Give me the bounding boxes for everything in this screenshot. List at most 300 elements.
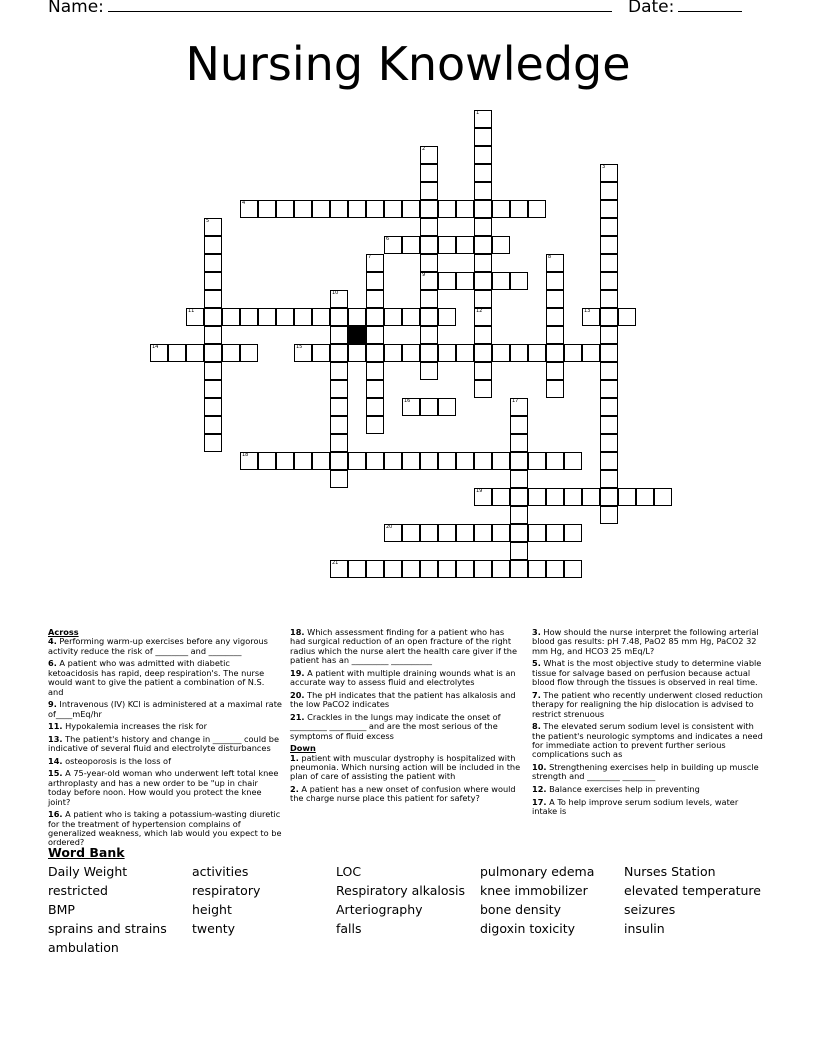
clue-number: 4. xyxy=(48,636,57,647)
grid-clue-number: 14 xyxy=(152,344,159,350)
grid-cell[interactable] xyxy=(438,344,456,362)
grid-cell[interactable] xyxy=(564,452,582,470)
grid-cell[interactable] xyxy=(312,452,330,470)
word-bank-column xyxy=(192,862,260,938)
grid-cell[interactable] xyxy=(528,344,546,362)
clue-number: 3. xyxy=(532,627,541,637)
clue-item xyxy=(48,769,282,807)
grid-cell[interactable] xyxy=(492,236,510,254)
clue-text: A patient has a new onset of confusion where would the charge nurse place this patient for safety? xyxy=(290,784,516,804)
grid-cell[interactable] xyxy=(474,380,492,398)
page-title: Nursing Knowledge xyxy=(185,37,631,91)
grid-cell[interactable] xyxy=(600,380,618,398)
grid-cell[interactable] xyxy=(240,344,258,362)
grid-cell[interactable] xyxy=(276,200,294,218)
grid-cell[interactable] xyxy=(510,488,528,506)
grid-cell[interactable] xyxy=(474,200,492,218)
grid-cell[interactable] xyxy=(456,200,474,218)
grid-cell[interactable] xyxy=(564,524,582,542)
grid-cell[interactable] xyxy=(474,308,492,326)
clue-item xyxy=(532,798,764,817)
grid-cell[interactable] xyxy=(420,254,438,272)
word-bank-column xyxy=(48,862,167,957)
grid-cell[interactable] xyxy=(420,218,438,236)
grid-clue-number: 21 xyxy=(332,560,339,566)
grid-cell[interactable] xyxy=(204,380,222,398)
grid-cell[interactable] xyxy=(366,290,384,308)
grid-cell[interactable] xyxy=(618,488,636,506)
word-bank-item: Respiratory alkalosis xyxy=(336,883,466,898)
grid-cell[interactable] xyxy=(420,344,438,362)
grid-cell[interactable] xyxy=(384,452,402,470)
grid-clue-number: 4 xyxy=(242,200,246,206)
clue-item xyxy=(48,722,282,731)
word-bank-title: Word Bank xyxy=(48,845,125,860)
word-bank-item: LOC xyxy=(336,864,362,879)
grid-cell[interactable] xyxy=(492,524,510,542)
clue-text: Which assessment finding for a patient who has had surgical reduction of an open fracture of the right radius which the nurse alert the health care giver if the patient has an _________ __________ xyxy=(290,627,517,666)
grid-cell[interactable] xyxy=(384,308,402,326)
clue-text: The pH indicates that the patient has alkalosis and the low PaCO2 indicates xyxy=(290,689,516,710)
clue-item xyxy=(48,700,282,719)
grid-cell[interactable] xyxy=(294,344,312,362)
clue-item xyxy=(48,637,282,656)
grid-cell[interactable] xyxy=(330,470,348,488)
grid-cell[interactable] xyxy=(438,452,456,470)
grid-cell[interactable] xyxy=(420,236,438,254)
grid-cell[interactable] xyxy=(204,398,222,416)
grid-cell[interactable] xyxy=(330,344,348,362)
grid-cell[interactable] xyxy=(258,452,276,470)
grid-cell[interactable] xyxy=(420,164,438,182)
grid-cell[interactable] xyxy=(420,182,438,200)
grid-cell[interactable] xyxy=(492,560,510,578)
clue-number: 2. xyxy=(290,784,299,795)
grid-cell[interactable] xyxy=(600,200,618,218)
grid-cell[interactable] xyxy=(546,488,564,506)
grid-cell[interactable] xyxy=(330,452,348,470)
grid-cell[interactable] xyxy=(600,506,618,524)
clue-number: 14. xyxy=(48,755,63,766)
clue-text: osteoporosis is the loss of xyxy=(62,755,171,766)
grid-cell[interactable] xyxy=(186,308,204,326)
grid-cell[interactable] xyxy=(456,272,474,290)
grid-cell[interactable] xyxy=(600,236,618,254)
grid-cell[interactable] xyxy=(420,560,438,578)
grid-cell[interactable] xyxy=(294,200,312,218)
grid-cell[interactable] xyxy=(600,434,618,452)
word-bank-item: activities xyxy=(192,864,249,879)
grid-cell[interactable] xyxy=(204,326,222,344)
word-bank-item: pulmonary edema xyxy=(480,864,595,879)
grid-cell[interactable] xyxy=(258,200,276,218)
grid-clue-number: 2 xyxy=(422,146,426,152)
clue-item xyxy=(532,722,764,760)
grid-clue-number: 19 xyxy=(476,488,483,494)
grid-cell[interactable] xyxy=(420,326,438,344)
grid-cell[interactable] xyxy=(402,452,420,470)
grid-cell[interactable] xyxy=(294,308,312,326)
grid-cell[interactable] xyxy=(600,398,618,416)
word-bank-item: respiratory xyxy=(192,883,261,898)
clues-column-1 xyxy=(48,628,282,851)
grid-cell[interactable] xyxy=(510,560,528,578)
grid-cell[interactable] xyxy=(402,560,420,578)
grid-cell[interactable] xyxy=(582,344,600,362)
grid-cell[interactable] xyxy=(456,524,474,542)
grid-cell[interactable] xyxy=(312,200,330,218)
grid-cell[interactable] xyxy=(546,560,564,578)
grid-clue-number: 6 xyxy=(386,236,390,242)
grid-cell[interactable] xyxy=(474,254,492,272)
grid-cell[interactable] xyxy=(564,560,582,578)
grid-cell[interactable] xyxy=(402,524,420,542)
grid-cell[interactable] xyxy=(510,416,528,434)
grid-cell[interactable] xyxy=(204,236,222,254)
name-label: Name: xyxy=(48,0,104,17)
grid-clue-number: 13 xyxy=(584,308,591,314)
clue-item xyxy=(532,763,764,782)
clue-text: The elevated serum sodium level is consistent with the patient's neurologic symptoms and indicates a need for immediate action to prevent further serious complications such as xyxy=(532,721,763,760)
grid-cell[interactable] xyxy=(456,344,474,362)
grid-cell[interactable] xyxy=(402,398,420,416)
grid-cell[interactable] xyxy=(420,398,438,416)
grid-cell[interactable] xyxy=(330,398,348,416)
grid-cell[interactable] xyxy=(546,362,564,380)
grid-cell[interactable] xyxy=(348,560,366,578)
clue-number: 19. xyxy=(290,667,305,678)
grid-cell[interactable] xyxy=(474,272,492,290)
grid-cell[interactable] xyxy=(600,308,618,326)
grid-cell[interactable] xyxy=(222,308,240,326)
clue-text: Strengthening exercises help in building up muscle strength and ________ ________ xyxy=(532,762,759,782)
word-bank-item: knee immobilizer xyxy=(480,883,588,898)
grid-cell[interactable] xyxy=(402,200,420,218)
grid-cell[interactable] xyxy=(546,308,564,326)
grid-cell[interactable] xyxy=(636,488,654,506)
grid-cell[interactable] xyxy=(474,128,492,146)
grid-cell[interactable] xyxy=(330,290,348,308)
word-bank-item: digoxin toxicity xyxy=(480,921,576,936)
grid-cell[interactable] xyxy=(546,452,564,470)
clue-item xyxy=(290,785,522,804)
grid-cell[interactable] xyxy=(600,470,618,488)
clue-text: Intravenous (IV) KCl is administered at a maximal rate of____mEq/hr xyxy=(48,699,282,719)
grid-cell[interactable] xyxy=(366,560,384,578)
grid-cell[interactable] xyxy=(402,236,420,254)
grid-cell[interactable] xyxy=(474,344,492,362)
grid-cell[interactable] xyxy=(348,452,366,470)
grid-cell[interactable] xyxy=(438,398,456,416)
grid-cell[interactable] xyxy=(510,542,528,560)
grid-cell[interactable] xyxy=(420,200,438,218)
grid-cell[interactable] xyxy=(384,524,402,542)
grid-cell[interactable] xyxy=(474,560,492,578)
word-bank-item: falls xyxy=(336,921,362,936)
clue-number: 20. xyxy=(290,689,305,700)
grid-cell[interactable] xyxy=(528,560,546,578)
clue-item xyxy=(290,628,522,666)
grid-cell[interactable] xyxy=(474,182,492,200)
word-bank-item: seizures xyxy=(624,902,676,917)
grid-cell[interactable] xyxy=(528,452,546,470)
word-bank-item: elevated temperature xyxy=(624,883,761,898)
grid-cell[interactable] xyxy=(294,452,312,470)
grid-cell[interactable] xyxy=(564,344,582,362)
grid-cell[interactable] xyxy=(438,236,456,254)
word-bank-item: height xyxy=(192,902,232,917)
grid-cell[interactable] xyxy=(312,344,330,362)
grid-cell[interactable] xyxy=(420,290,438,308)
grid-cell[interactable] xyxy=(546,524,564,542)
grid-cell[interactable] xyxy=(330,380,348,398)
grid-clue-number: 7 xyxy=(368,254,372,260)
grid-cell[interactable] xyxy=(438,308,456,326)
grid-cell[interactable] xyxy=(546,326,564,344)
grid-cell[interactable] xyxy=(600,416,618,434)
grid-cell[interactable] xyxy=(438,560,456,578)
grid-cell[interactable] xyxy=(330,308,348,326)
grid-cell[interactable] xyxy=(474,452,492,470)
grid-clue-number: 12 xyxy=(476,308,483,314)
grid-clue-number: 3 xyxy=(602,164,606,170)
grid-cell[interactable] xyxy=(600,488,618,506)
grid-cell[interactable] xyxy=(528,524,546,542)
grid-cell[interactable] xyxy=(222,344,240,362)
grid-cell[interactable] xyxy=(474,236,492,254)
clue-item xyxy=(48,757,282,766)
grid-cell[interactable] xyxy=(420,308,438,326)
grid-cell[interactable] xyxy=(366,398,384,416)
grid-cell[interactable] xyxy=(204,344,222,362)
word-bank-item: twenty xyxy=(192,921,236,936)
grid-cell[interactable] xyxy=(186,344,204,362)
clue-text: How should the nurse interpret the following arterial blood gas results: pH 7.48, PaO2 85 mm Hg, PaCO2 32 mm Hg, and HCO3 25 mEq/L? xyxy=(532,627,759,656)
grid-cell[interactable] xyxy=(510,398,528,416)
clue-number: 16. xyxy=(48,809,63,820)
grid-cell[interactable] xyxy=(510,524,528,542)
clue-item xyxy=(532,785,764,794)
grid-cell[interactable] xyxy=(366,200,384,218)
grid-cell[interactable] xyxy=(474,290,492,308)
grid-cell[interactable] xyxy=(600,254,618,272)
grid-cell[interactable] xyxy=(600,452,618,470)
grid-cell[interactable] xyxy=(366,362,384,380)
grid-cell[interactable] xyxy=(330,416,348,434)
clue-text: The patient who recently underwent closed reduction therapy for realigning the hip dislocation is advised to restrict strenuous xyxy=(532,689,763,719)
grid-cell[interactable] xyxy=(528,488,546,506)
grid-cell[interactable] xyxy=(366,416,384,434)
grid-cell[interactable] xyxy=(546,290,564,308)
clue-number: 8. xyxy=(532,721,541,732)
grid-cell[interactable] xyxy=(456,452,474,470)
grid-cell[interactable] xyxy=(240,200,258,218)
grid-cell[interactable] xyxy=(600,182,618,200)
grid-cell[interactable] xyxy=(420,452,438,470)
grid-cell[interactable] xyxy=(546,254,564,272)
word-bank-item: Daily Weight xyxy=(48,864,128,879)
grid-cell[interactable] xyxy=(384,344,402,362)
grid-cell[interactable] xyxy=(546,272,564,290)
grid-clue-number: 16 xyxy=(404,398,411,404)
clue-text: A patient with multiple draining wounds what is an accurate way to assess fluid and electrolytes xyxy=(290,667,516,688)
down-heading: Down xyxy=(290,743,316,754)
grid-clue-number: 8 xyxy=(548,254,552,260)
clue-number: 7. xyxy=(532,689,541,700)
clue-text: A patient who is taking a potassium-wasting diuretic for the treatment of hypertension complains of generalized weakness, which lab would you expect to be ordered? xyxy=(48,809,282,848)
grid-cell[interactable] xyxy=(582,308,600,326)
clue-number: 5. xyxy=(532,658,541,669)
grid-cell[interactable] xyxy=(366,254,384,272)
clue-number: 13. xyxy=(48,733,63,744)
grid-cell[interactable] xyxy=(528,200,546,218)
grid-cell[interactable] xyxy=(420,146,438,164)
grid-cell[interactable] xyxy=(510,434,528,452)
grid-cell[interactable] xyxy=(366,308,384,326)
grid-cell[interactable] xyxy=(348,200,366,218)
grid-clue-number: 17 xyxy=(512,398,519,404)
grid-cell[interactable] xyxy=(384,200,402,218)
grid-cell[interactable] xyxy=(510,200,528,218)
grid-cell[interactable] xyxy=(492,452,510,470)
grid-cell[interactable] xyxy=(600,326,618,344)
grid-clue-number: 20 xyxy=(386,524,393,530)
grid-cell[interactable] xyxy=(204,416,222,434)
grid-cell[interactable] xyxy=(600,362,618,380)
grid-cell[interactable] xyxy=(366,380,384,398)
word-bank-column xyxy=(480,862,594,938)
grid-cell[interactable] xyxy=(420,272,438,290)
grid-cell[interactable] xyxy=(240,308,258,326)
grid-cell[interactable] xyxy=(420,524,438,542)
grid-cell[interactable] xyxy=(510,344,528,362)
grid-cell[interactable] xyxy=(600,164,618,182)
grid-cell[interactable] xyxy=(564,488,582,506)
grid-cell[interactable] xyxy=(654,488,672,506)
grid-cell[interactable] xyxy=(168,344,186,362)
grid-cell[interactable] xyxy=(510,506,528,524)
grid-cell[interactable] xyxy=(258,308,276,326)
grid-cell[interactable] xyxy=(492,200,510,218)
grid-cell[interactable] xyxy=(384,560,402,578)
across-heading: Across xyxy=(48,627,79,637)
grid-cell[interactable] xyxy=(276,452,294,470)
grid-cell[interactable] xyxy=(600,272,618,290)
grid-cell[interactable] xyxy=(492,344,510,362)
grid-cell[interactable] xyxy=(204,272,222,290)
word-bank-item: restricted xyxy=(48,883,108,898)
clue-item xyxy=(290,669,522,688)
grid-cell[interactable] xyxy=(366,326,384,344)
grid-cell[interactable] xyxy=(384,236,402,254)
clue-item xyxy=(532,628,764,656)
grid-cell[interactable] xyxy=(402,344,420,362)
grid-cell[interactable] xyxy=(348,344,366,362)
grid-cell[interactable] xyxy=(456,560,474,578)
grid-cell[interactable] xyxy=(600,290,618,308)
word-bank-item: Arteriography xyxy=(336,902,423,917)
grid-cell[interactable] xyxy=(474,110,492,128)
grid-cell[interactable] xyxy=(366,272,384,290)
grid-cell[interactable] xyxy=(474,488,492,506)
clue-number: 17. xyxy=(532,796,547,807)
clue-text: Balance exercises help in preventing xyxy=(546,784,700,795)
clue-number: 9. xyxy=(48,699,57,710)
word-bank-item: bone density xyxy=(480,902,561,917)
grid-cell[interactable] xyxy=(330,326,348,344)
grid-cell[interactable] xyxy=(438,272,456,290)
clue-item xyxy=(48,659,282,697)
word-bank-item: sprains and strains xyxy=(48,921,167,936)
grid-cell[interactable] xyxy=(600,218,618,236)
grid-cell[interactable] xyxy=(510,272,528,290)
grid-cell[interactable] xyxy=(330,560,348,578)
grid-cell[interactable] xyxy=(240,452,258,470)
clue-item xyxy=(532,659,764,687)
date-label: Date: xyxy=(628,0,675,17)
grid-cell[interactable] xyxy=(330,200,348,218)
grid-clue-number: 1 xyxy=(476,110,480,116)
clue-text: A To help improve serum sodium levels, water intake is xyxy=(532,796,739,817)
clue-text: A patient who was admitted with diabetic ketoacidosis has rapid, deep respiration's. The nurse would want to give the patient a combination of N.S. and xyxy=(48,658,265,697)
grid-cell[interactable] xyxy=(150,344,168,362)
grid-cell[interactable] xyxy=(366,452,384,470)
grid-cell[interactable] xyxy=(204,362,222,380)
grid-cell[interactable] xyxy=(438,524,456,542)
word-bank-item: BMP xyxy=(48,902,75,917)
grid-cell[interactable] xyxy=(492,488,510,506)
clue-text: Hypokalemia increases the risk for xyxy=(62,721,208,732)
clue-number: 10. xyxy=(532,762,547,773)
grid-cell[interactable] xyxy=(312,308,330,326)
grid-cell[interactable] xyxy=(474,362,492,380)
grid-cell[interactable] xyxy=(204,254,222,272)
grid-cell[interactable] xyxy=(420,362,438,380)
grid-cell[interactable] xyxy=(330,434,348,452)
grid-cell[interactable] xyxy=(546,344,564,362)
grid-cell[interactable] xyxy=(438,200,456,218)
grid-cell[interactable] xyxy=(510,452,528,470)
clue-number: 15. xyxy=(48,768,63,779)
grid-cell[interactable] xyxy=(474,218,492,236)
grid-cell[interactable] xyxy=(204,308,222,326)
grid-cell[interactable] xyxy=(600,344,618,362)
clue-text: The patient's history and change in _______ could be indicative of several fluid and electrolyte disturbances xyxy=(48,733,280,754)
grid-cell[interactable] xyxy=(456,236,474,254)
grid-cell[interactable] xyxy=(474,146,492,164)
grid-cell[interactable] xyxy=(330,362,348,380)
grid-cell[interactable] xyxy=(204,218,222,236)
clue-item xyxy=(532,691,764,719)
grid-cell[interactable] xyxy=(204,434,222,452)
grid-clue-number: 11 xyxy=(188,308,195,314)
grid-cell[interactable] xyxy=(618,308,636,326)
grid-cell[interactable] xyxy=(402,308,420,326)
grid-cell[interactable] xyxy=(474,326,492,344)
grid-cell[interactable] xyxy=(474,524,492,542)
grid-cell[interactable] xyxy=(204,290,222,308)
grid-cell[interactable] xyxy=(582,488,600,506)
grid-cell[interactable] xyxy=(366,344,384,362)
grid-cell[interactable] xyxy=(348,308,366,326)
grid-cell[interactable] xyxy=(546,380,564,398)
grid-cell[interactable] xyxy=(474,164,492,182)
grid-cell[interactable] xyxy=(510,470,528,488)
clue-item xyxy=(48,810,282,848)
word-bank-column xyxy=(624,862,761,938)
grid-cell[interactable] xyxy=(492,272,510,290)
grid-cell[interactable] xyxy=(276,308,294,326)
